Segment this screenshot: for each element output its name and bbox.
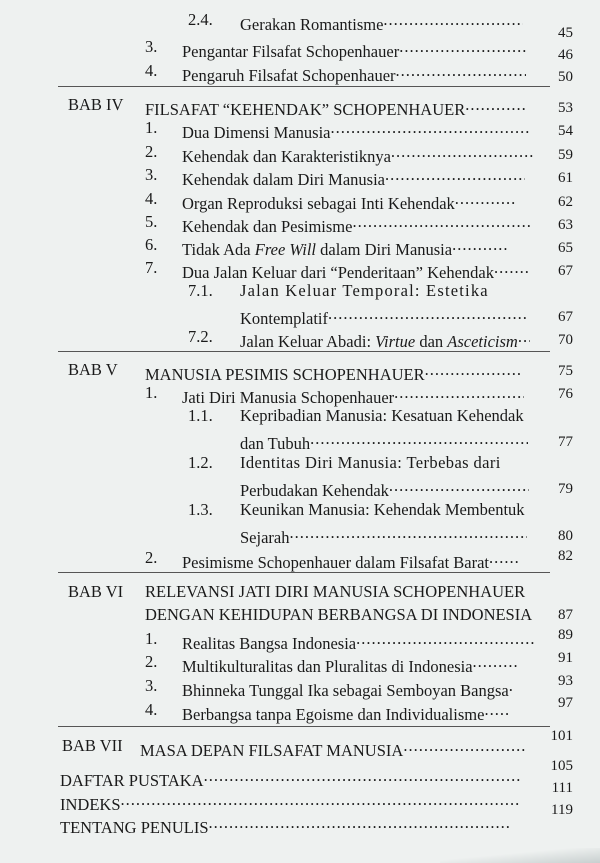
toc-entry [182, 652, 517, 677]
dot-leader [399, 37, 527, 57]
section-divider [58, 726, 550, 727]
toc-entry-number: 4. [145, 700, 158, 719]
chapter-label: BAB V [68, 360, 118, 379]
toc-entry [240, 10, 523, 35]
toc-page-number: 61 [558, 170, 573, 186]
chapter-title: RELEVANSI JATI DIRI MANUSIA SCHOPENHAUER [145, 582, 526, 601]
section-divider [58, 351, 550, 352]
toc-page-number: 62 [558, 194, 573, 210]
toc-page-number: 76 [558, 386, 573, 402]
toc-page-number: 101 [550, 728, 573, 744]
toc-entry-number: 1. [145, 383, 158, 402]
toc-entry-title: Pengaruh Filsafat Schopenhauer [182, 66, 396, 85]
dot-leader [310, 429, 528, 449]
toc-page-number: 77 [558, 434, 573, 450]
toc-entry [182, 235, 508, 260]
toc-page-number: 53 [558, 100, 573, 116]
toc-entry [182, 700, 510, 725]
toc-page-number: 67 [558, 309, 573, 325]
toc-entry-number: 3. [145, 37, 158, 56]
toc-entry [60, 766, 522, 791]
dot-leader [425, 360, 521, 380]
chapter-title: MASA DEPAN FILSAFAT MANUSIA [140, 741, 404, 760]
toc-entry-title: Pengantar Filsafat Schopenhauer [182, 42, 400, 61]
toc-entry [240, 476, 529, 501]
toc-page-number: 46 [558, 47, 573, 63]
toc-entry-title: dan [415, 332, 448, 351]
dot-leader [391, 142, 533, 162]
toc-entry-number: 1. [145, 118, 158, 137]
dot-leader [328, 304, 528, 324]
toc-entry [182, 212, 530, 237]
toc-entry-title: Pesimisme Schopenhauer dalam Filsafat Barat [182, 553, 490, 572]
page-curl-shadow [440, 848, 600, 863]
toc-entry [182, 189, 517, 214]
toc-entry-title: Gerakan Romantisme [240, 15, 384, 34]
toc-entry [182, 258, 528, 283]
dot-leader [356, 629, 536, 649]
toc-entry [145, 360, 521, 385]
toc-page-number: 67 [558, 263, 573, 279]
toc-entry [140, 736, 525, 761]
toc-page-number: 75 [558, 363, 573, 379]
toc-entry-title: Kehendak dan Pesimisme [182, 217, 353, 236]
toc-entry [240, 327, 530, 352]
toc-entry-number: 1.3. [188, 500, 213, 519]
toc-page-number: 87 [558, 607, 573, 623]
toc-page-number: 79 [558, 481, 573, 497]
toc-entry [240, 304, 528, 329]
chapter-title: FILSAFAT “KEHENDAK” SCHOPENHAUER [145, 100, 466, 119]
toc-entry [182, 629, 536, 654]
toc-entry-number: 7.2. [188, 327, 213, 346]
back-matter-title: DAFTAR PUSTAKA [60, 771, 204, 790]
toc-entry-title: Organ Reproduksi sebagai Inti Kehendak [182, 194, 455, 213]
dot-leader [396, 61, 526, 81]
dot-leader [403, 736, 525, 756]
dot-leader [455, 189, 517, 209]
toc-entry [60, 813, 509, 838]
toc-entry-number: 2.4. [188, 10, 213, 29]
chapter-title: MANUSIA PESIMIS SCHOPENHAUER [145, 365, 425, 384]
toc-entry-title: Kepribadian Manusia: Kesatuan Kehendak [240, 406, 524, 425]
toc-entry-number: 3. [145, 165, 158, 184]
toc-page-number: 111 [551, 780, 573, 796]
dot-leader [484, 700, 510, 720]
dot-leader [121, 790, 519, 810]
toc-entry-number: 1.2. [188, 453, 213, 472]
chapter-title: DENGAN KEHIDUPAN BERBANGSA DI INDONESIA [145, 605, 533, 624]
toc-page-number: 105 [550, 758, 573, 774]
toc-entry-title: Tidak Ada [182, 240, 255, 259]
toc-entry-number: 2. [145, 142, 158, 161]
toc-page-number: 45 [558, 25, 573, 41]
toc-entry-title: Bhinneka Tunggal Ika sebagai Semboyan Bangsa [182, 681, 509, 700]
toc-entry [60, 790, 519, 815]
toc-page-number: 70 [558, 332, 573, 348]
dot-leader [494, 258, 528, 278]
toc-page-number: 63 [558, 217, 573, 233]
dot-leader [289, 523, 527, 543]
toc-page-number: 65 [558, 240, 573, 256]
toc-entry-number: 5. [145, 212, 158, 231]
dot-leader [209, 813, 509, 833]
chapter-label: BAB VI [68, 582, 124, 601]
toc-entry-number: 4. [145, 189, 158, 208]
toc-page-number: 80 [558, 528, 573, 544]
toc-entry-title: Kehendak dan Karakteristiknya [182, 147, 391, 166]
section-divider [58, 572, 550, 573]
section-divider [58, 86, 550, 87]
toc-entry-title: Jati Diri Manusia Schopenhauer [182, 388, 395, 407]
toc-entry-title: dalam Diri Manusia [316, 240, 453, 259]
toc-page-number: 119 [551, 802, 573, 818]
toc-entry-title: Kontemplatif [240, 309, 328, 328]
toc-page-number: 59 [558, 147, 573, 163]
toc-entry-title: Multikulturalitas dan Pluralitas di Indonesia [182, 657, 473, 676]
toc-page-number: 93 [558, 673, 573, 689]
toc-page-number: 91 [558, 650, 573, 666]
dot-leader [385, 165, 525, 185]
back-matter-title: TENTANG PENULIS [60, 818, 209, 837]
toc-entry-title: Jalan Keluar Temporal: Estetika [240, 281, 489, 300]
toc-entry-title-italic: Asceticism [447, 332, 518, 351]
chapter-label: BAB VII [62, 736, 123, 755]
toc-page-number: 82 [558, 548, 573, 564]
toc-entry-title: Realitas Bangsa Indonesia [182, 634, 357, 653]
toc-page-number: 50 [558, 69, 573, 85]
toc-entry-title: Identitas Diri Manusia: Terbebas dari [240, 453, 501, 472]
toc-entry-title: Dua Dimensi Manusia [182, 123, 331, 142]
toc-entry-title: Perbudakan Kehendak [240, 481, 389, 500]
dot-leader [473, 652, 517, 672]
toc-entry [182, 37, 527, 62]
dot-leader [394, 383, 524, 403]
toc-entry [240, 523, 527, 548]
toc-entry-number: 6. [145, 235, 158, 254]
toc-entry-title-italic: Virtue [375, 332, 416, 351]
toc-entry-title: Jalan Keluar Abadi: [240, 332, 376, 351]
dot-leader [518, 327, 530, 347]
toc-page-number: 54 [558, 123, 573, 139]
dot-leader [330, 118, 530, 138]
dot-leader [204, 766, 522, 786]
toc-entry-number: 4. [145, 61, 158, 80]
toc-entry [182, 142, 533, 167]
toc-entry [182, 676, 515, 701]
toc-entry-title: dan Tubuh [240, 434, 311, 453]
toc-entry-title: Kehendak dalam Diri Manusia [182, 170, 385, 189]
toc-entry [182, 61, 526, 86]
toc-entry-number: 1.1. [188, 406, 213, 425]
toc-entry-number: 2. [145, 548, 158, 567]
toc-entry-title: Dua Jalan Keluar dari “Penderitaan” Kehendak [182, 263, 494, 282]
chapter-label: BAB IV [68, 95, 124, 114]
toc-entry [145, 95, 525, 120]
dot-leader [509, 676, 515, 696]
dot-leader [452, 235, 508, 255]
toc-page-number: 89 [558, 627, 573, 643]
toc-entry-title: Sejarah [240, 528, 290, 547]
toc-entry [240, 429, 528, 454]
toc-entry-title: Berbangsa tanpa Egoisme dan Individualisme [182, 705, 485, 724]
dot-leader [465, 95, 525, 115]
toc-entry-number: 2. [145, 652, 158, 671]
toc-entry [182, 383, 524, 408]
toc-entry-title: Keunikan Manusia: Kehendak Membentuk [240, 500, 525, 519]
toc-entry-number: 7. [145, 258, 158, 277]
toc-entry [182, 118, 530, 143]
dot-leader [489, 548, 519, 568]
dot-leader [352, 212, 530, 232]
toc-entry-title-italic: Free Will [254, 240, 316, 259]
dot-leader [383, 10, 523, 30]
toc-entry-number: 1. [145, 629, 158, 648]
back-matter-title: INDEKS [60, 795, 121, 814]
toc-page-number: 97 [558, 695, 573, 711]
toc-entry-number: 7.1. [188, 281, 213, 300]
toc-entry-number: 3. [145, 676, 158, 695]
toc-entry [182, 165, 525, 190]
dot-leader [389, 476, 529, 496]
toc-entry [182, 548, 519, 573]
